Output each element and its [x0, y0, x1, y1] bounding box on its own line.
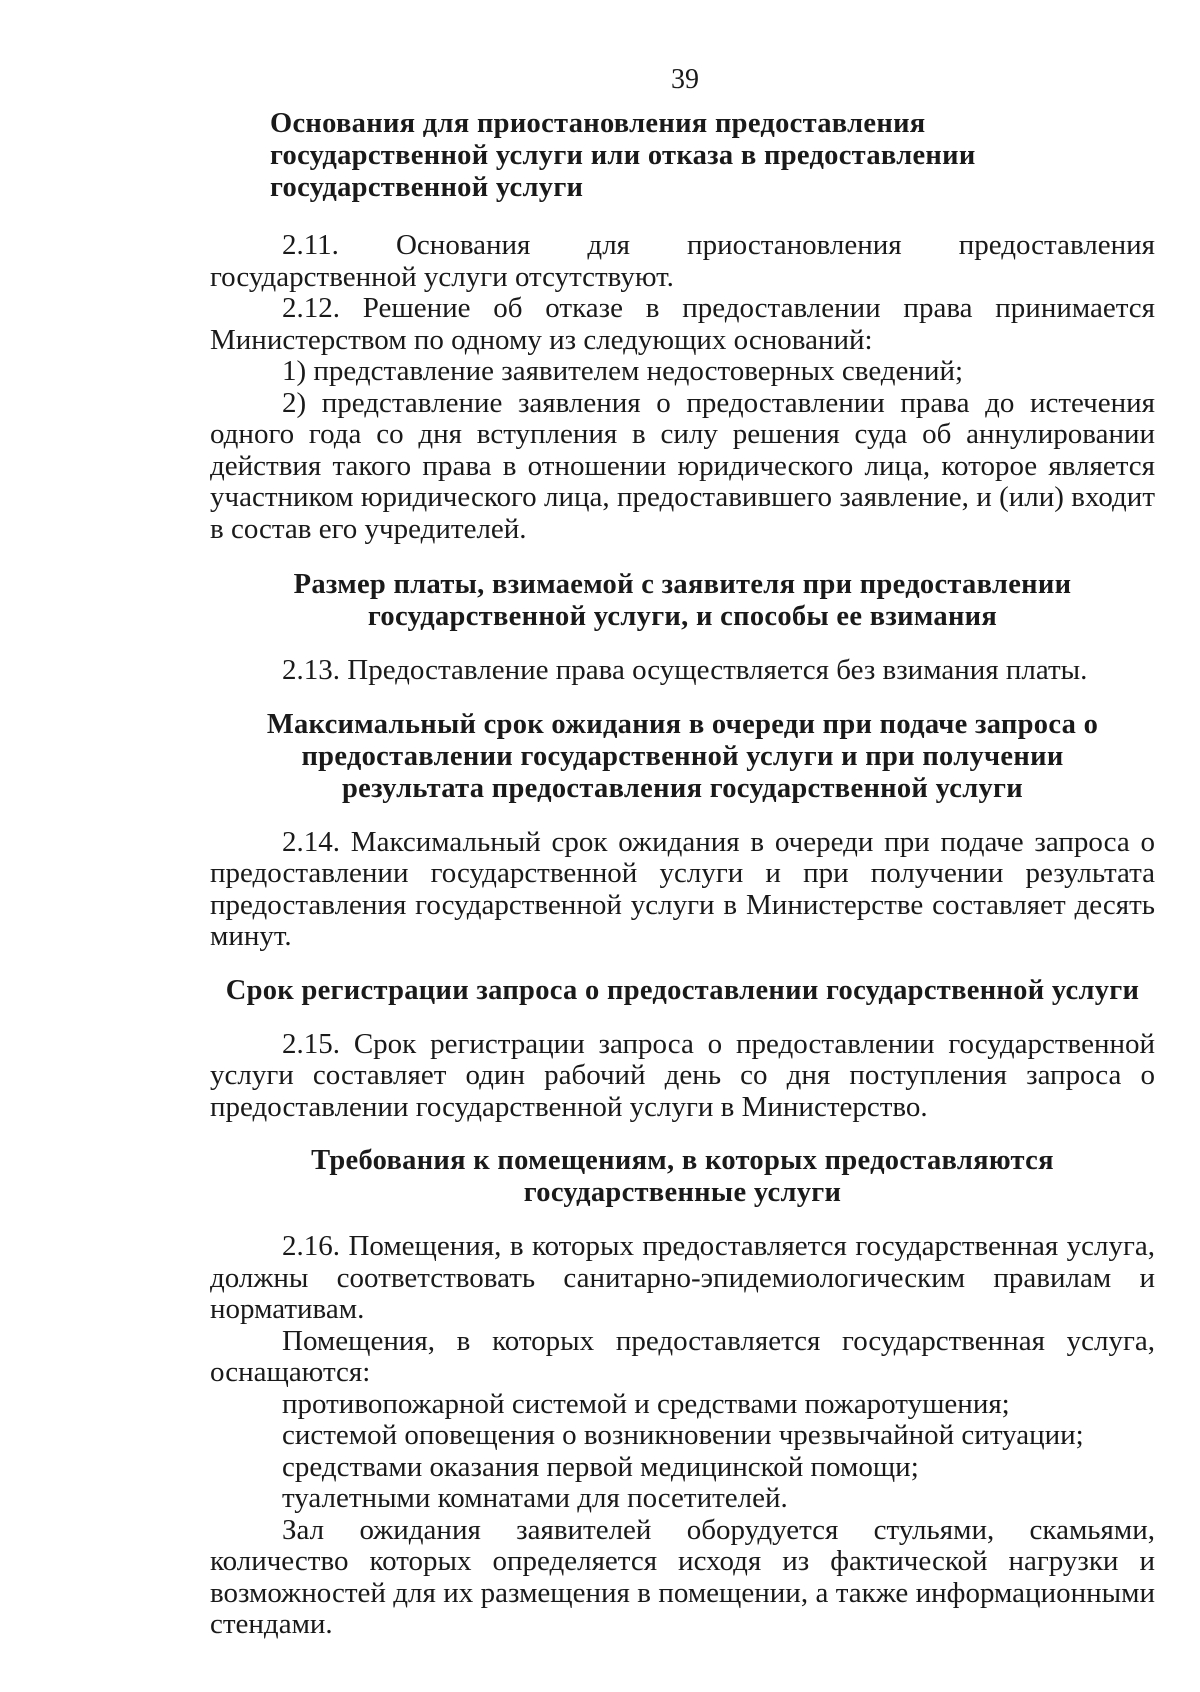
- paragraph-2-13: 2.13. Предоставление права осуществляется без взимания платы.: [282, 654, 1088, 686]
- premises-equipment-intro: Помещения, в которых предоставляется государственная услуга, оснащаются:: [210, 1324, 1155, 1388]
- section-heading-registration: Срок регистрации запроса о предоставлении государственной услуги: [225, 974, 1140, 1006]
- refusal-ground-2: 2) представление заявления о предоставлении права до истечения одного года со дня вступления в силу решения суда об аннулировании действия такого права в отношении юридического лица, которое является участником юридического лица, предоставившего заявление, и (или) входит в состав его учредителей.: [210, 386, 1155, 545]
- refusal-ground-1: 1) представление заявителем недостоверных сведений;: [282, 355, 964, 387]
- paragraph-2-12: 2.12. Решение об отказе в предоставлении права принимается Министерством по одному из следующих оснований:: [210, 292, 1155, 356]
- paragraph-2-11: 2.11. Основания для приостановления предоставления государственной услуги отсутствуют.: [210, 229, 1155, 293]
- paragraph-2-15: 2.15. Срок регистрации запроса о предоставлении государственной услуги составляет один рабочий день со дня поступления запроса о предоставлении государственной услуги в Министерство.: [210, 1027, 1155, 1123]
- page-number: 39: [671, 64, 699, 95]
- equipment-item-toilets: туалетными комнатами для посетителей.: [282, 1482, 788, 1514]
- section-heading-queue-time: Максимальный срок ожидания в очереди при подаче запроса о предоставлении государственной услуги и при получении результата предоставления государственной услуги: [266, 708, 1099, 804]
- waiting-hall-paragraph: Зал ожидания заявителей оборудуется стульями, скамьями, количество которых определяется исходя из фактической нагрузки и возможностей для их размещения в помещении, а также информационными стендами.: [210, 1513, 1155, 1640]
- equipment-item-fire: противопожарной системой и средствами пожаротушения;: [282, 1387, 1010, 1420]
- paragraph-2-14: 2.14. Максимальный срок ожидания в очереди при подаче запроса о предоставлении государственной услуги и при получении результата предоставления государственной услуги в Министерстве составляет десять минут.: [210, 825, 1155, 952]
- page-content: [210, 108, 1155, 1641]
- section-heading-fee: Размер платы, взимаемой с заявителя при предоставлении государственной услуги, и способы ее взимания: [293, 569, 1072, 632]
- equipment-item-first-aid: средствами оказания первой медицинской помощи;: [282, 1450, 919, 1483]
- section-heading-suspension: Основания для приостановления предоставления государственной услуги или отказа в предоставлении государственной услуги: [270, 108, 976, 203]
- section-heading-premises: Требования к помещениям, в которых предоставляются государственные услуги: [311, 1145, 1054, 1208]
- paragraph-2-16: 2.16. Помещения, в которых предоставляется государственная услуга, должны соответствовать санитарно-эпидемиологическим правилам и нормативам.: [210, 1230, 1155, 1325]
- equipment-item-alert: системой оповещения о возникновении чрезвычайной ситуации;: [282, 1419, 1084, 1451]
